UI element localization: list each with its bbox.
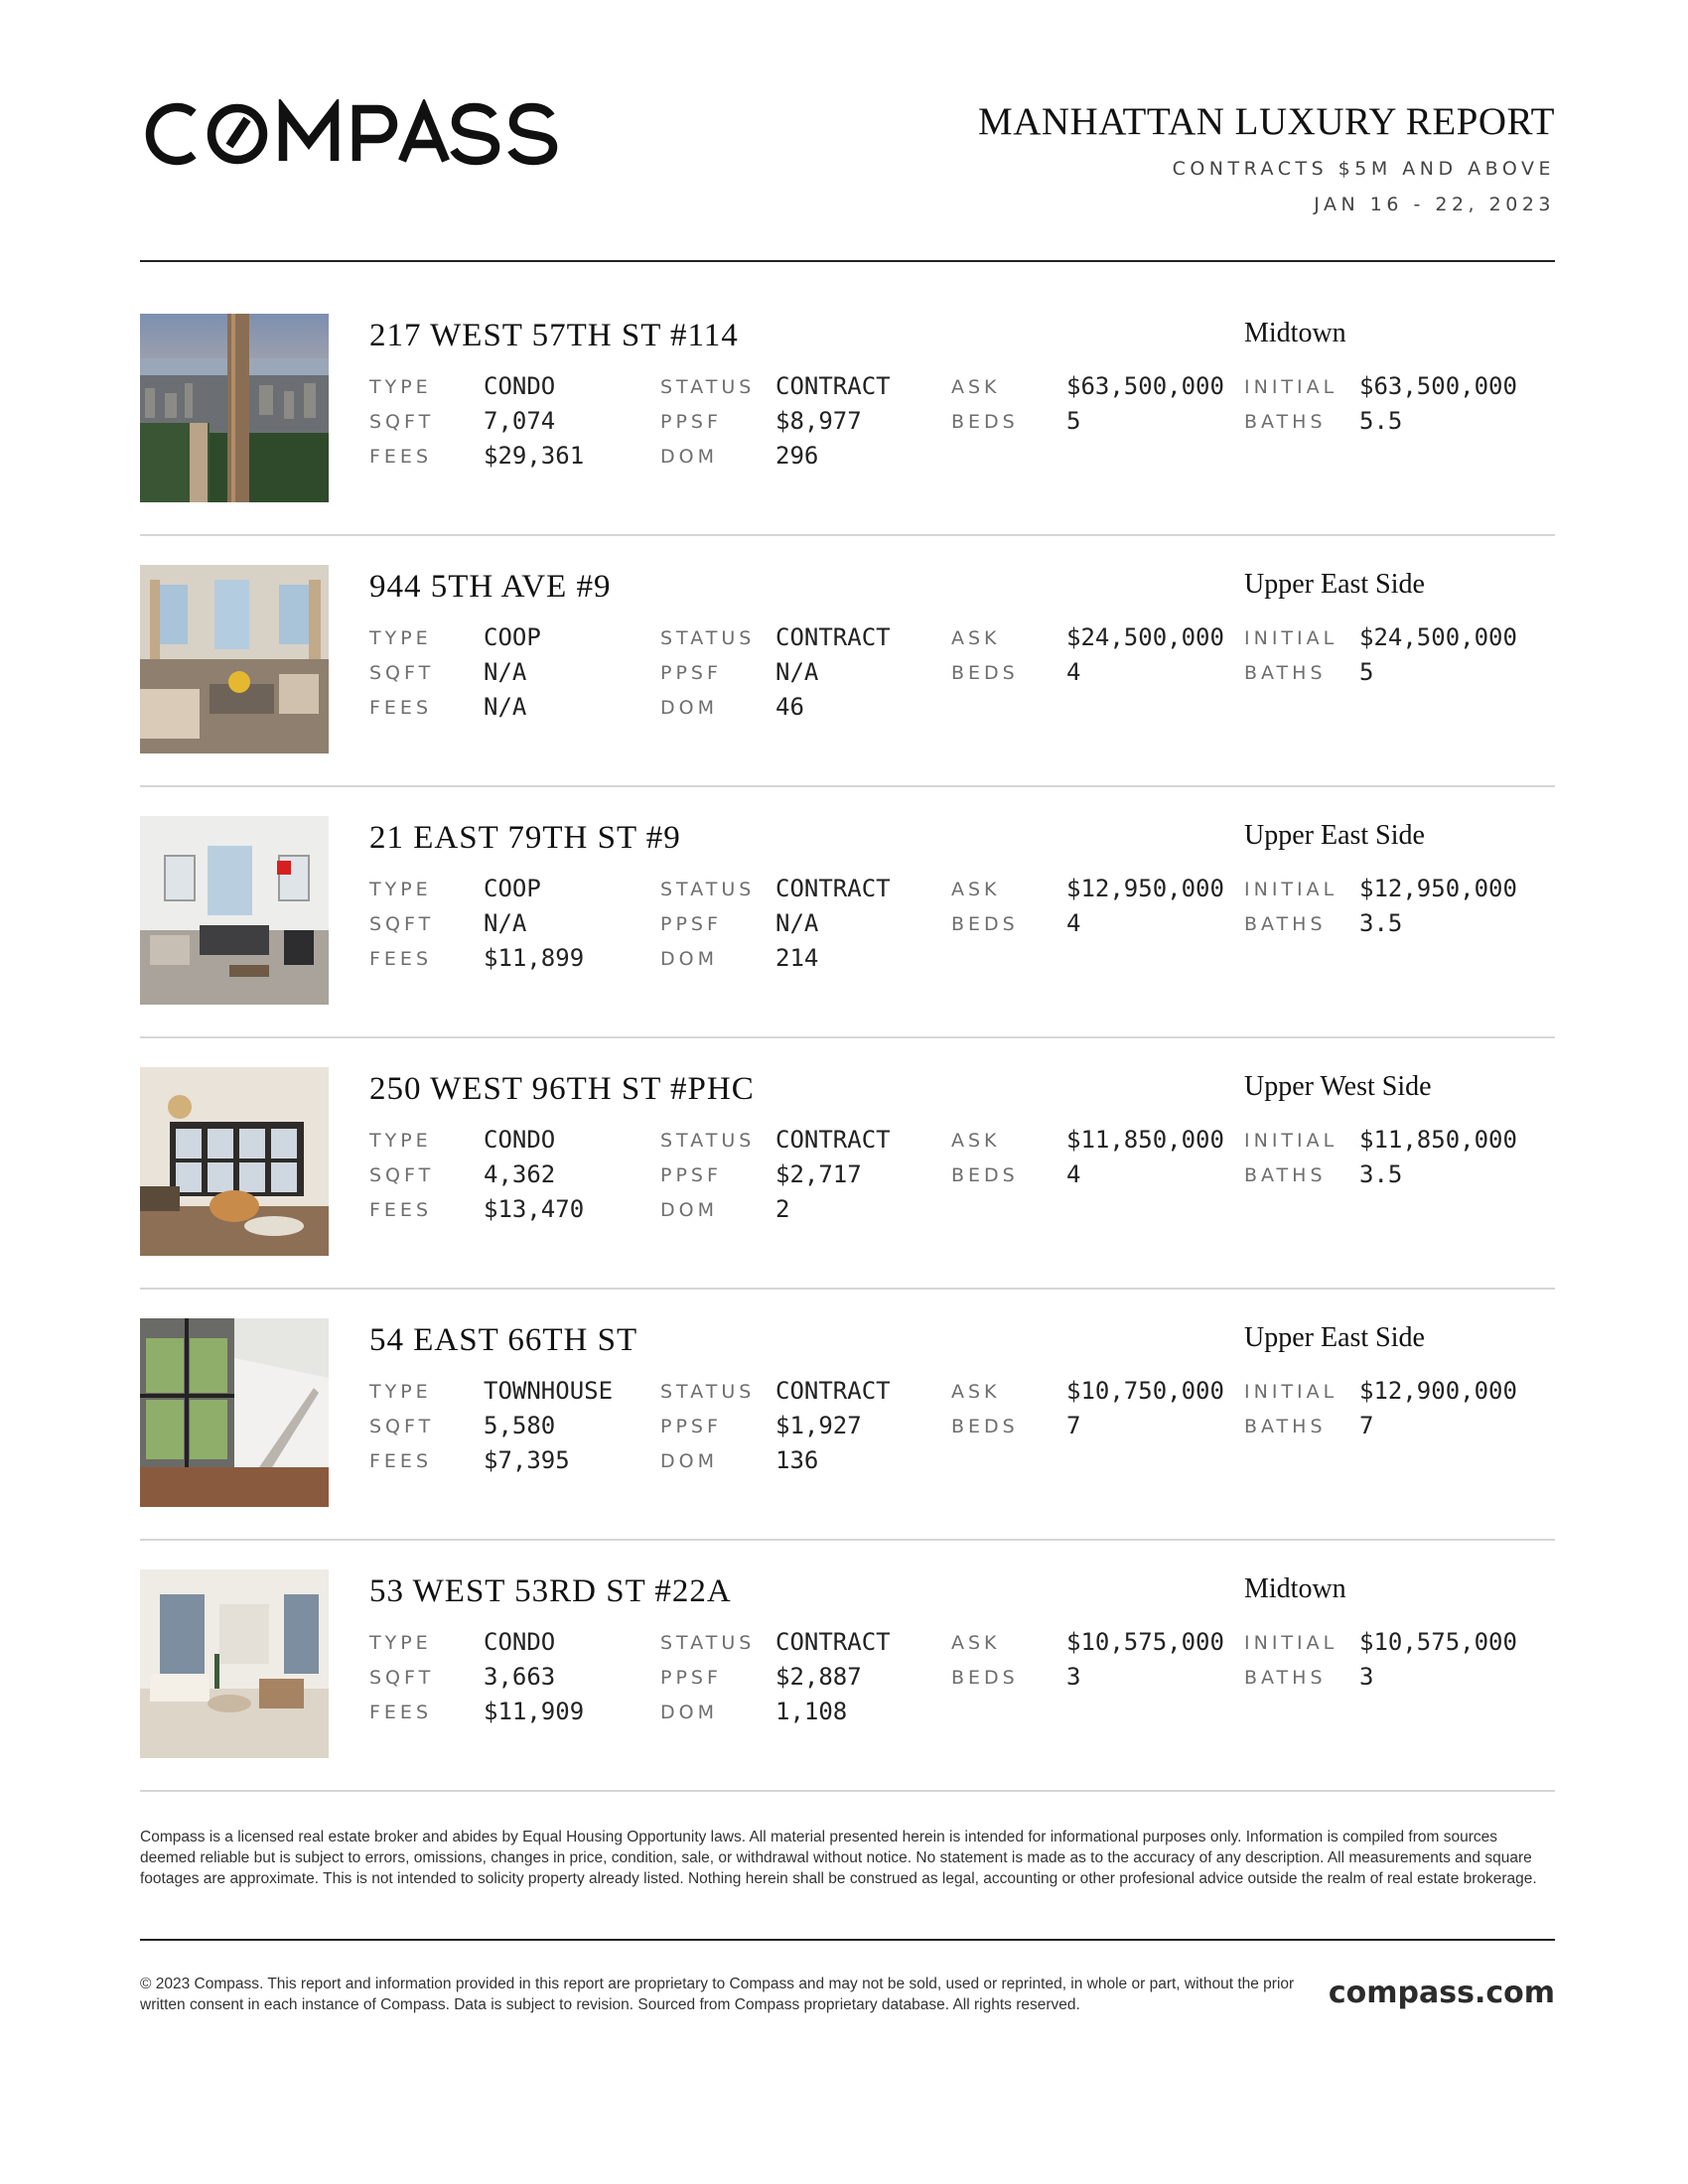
- ask-value: $24,500,000: [1066, 623, 1224, 651]
- listing-divider: [140, 1790, 1555, 1792]
- listing-divider: [140, 785, 1555, 787]
- ask-value: $11,850,000: [1066, 1126, 1224, 1154]
- compass-logo[interactable]: [142, 99, 569, 169]
- fees-label: FEES: [369, 446, 432, 468]
- type-label: TYPE: [369, 376, 432, 398]
- status-value: CONTRACT: [775, 372, 891, 400]
- fees-value: $11,899: [484, 944, 585, 972]
- type-label: TYPE: [369, 1632, 432, 1654]
- dom-label: DOM: [660, 697, 718, 719]
- listing-card[interactable]: [140, 1570, 1555, 1758]
- listing-card[interactable]: [140, 565, 1555, 753]
- baths-label: BATHS: [1244, 411, 1327, 433]
- dom-label: DOM: [660, 948, 718, 970]
- sqft-value: N/A: [484, 658, 527, 686]
- copyright-notice: © 2023 Compass. This report and information provided in this report are proprietary to Compass and may not be sold, used or reprinted, in whole or part, without the prior written consent in each instance of Compass. Data is subject to revision. Sourced from Compass proprietary database. All rights reserved.: [140, 1976, 1295, 2013]
- listing-address[interactable]: 54 EAST 66TH ST: [369, 1322, 638, 1358]
- listing-neighborhood: Midtown: [1244, 1573, 1346, 1604]
- initial-label: INITIAL: [1244, 1632, 1338, 1654]
- listing-neighborhood: Midtown: [1244, 318, 1346, 348]
- status-label: STATUS: [660, 376, 756, 398]
- status-label: STATUS: [660, 1381, 756, 1403]
- dom-label: DOM: [660, 1199, 718, 1221]
- footer-divider: [140, 1939, 1555, 1941]
- initial-value: $11,850,000: [1359, 1126, 1517, 1154]
- fees-label: FEES: [369, 697, 432, 719]
- sqft-label: SQFT: [369, 1164, 435, 1186]
- type-value: COOP: [484, 875, 541, 902]
- type-label: TYPE: [369, 879, 432, 900]
- status-value: CONTRACT: [775, 1628, 891, 1656]
- type-value: CONDO: [484, 372, 556, 400]
- initial-label: INITIAL: [1244, 879, 1338, 900]
- skyline-aerial-photo[interactable]: [140, 314, 329, 502]
- listing-address[interactable]: 217 WEST 57TH ST #114: [369, 318, 739, 353]
- initial-value: $10,575,000: [1359, 1628, 1517, 1656]
- initial-label: INITIAL: [1244, 1381, 1338, 1403]
- ask-label: ASK: [951, 879, 1001, 900]
- fees-label: FEES: [369, 1199, 432, 1221]
- type-value: CONDO: [484, 1628, 556, 1656]
- listing-divider: [140, 1288, 1555, 1290]
- listing-neighborhood: Upper West Side: [1244, 1071, 1432, 1102]
- beds-value: 4: [1066, 1160, 1081, 1188]
- ask-value: $10,750,000: [1066, 1377, 1224, 1405]
- beds-label: BEDS: [951, 1667, 1019, 1689]
- beds-label: BEDS: [951, 1416, 1019, 1437]
- fees-value: $11,909: [484, 1698, 585, 1725]
- listing-address[interactable]: 250 WEST 96TH ST #PHC: [369, 1071, 755, 1107]
- sqft-label: SQFT: [369, 913, 435, 935]
- ppsf-value: N/A: [775, 658, 819, 686]
- beds-label: BEDS: [951, 411, 1019, 433]
- dom-value: 1,108: [775, 1698, 848, 1725]
- beds-value: 5: [1066, 407, 1081, 435]
- sqft-label: SQFT: [369, 662, 435, 684]
- sqft-label: SQFT: [369, 1416, 435, 1437]
- ppsf-label: PPSF: [660, 662, 722, 684]
- ask-value: $10,575,000: [1066, 1628, 1224, 1656]
- listing-divider: [140, 1539, 1555, 1541]
- ppsf-value: $1,927: [775, 1412, 862, 1439]
- fees-value: $7,395: [484, 1446, 570, 1474]
- sqft-value: 4,362: [484, 1160, 556, 1188]
- listing-neighborhood: Upper East Side: [1244, 569, 1425, 600]
- status-label: STATUS: [660, 1130, 756, 1152]
- type-value: CONDO: [484, 1126, 556, 1154]
- atrium-photo[interactable]: [140, 1318, 329, 1507]
- ppsf-value: $2,887: [775, 1663, 862, 1691]
- listing-neighborhood: Upper East Side: [1244, 1322, 1425, 1353]
- baths-label: BATHS: [1244, 913, 1327, 935]
- dining-room-photo[interactable]: [140, 1067, 329, 1256]
- dom-label: DOM: [660, 446, 718, 468]
- dom-label: DOM: [660, 1450, 718, 1472]
- listing-divider: [140, 1036, 1555, 1038]
- living-room-photo[interactable]: [140, 1570, 329, 1758]
- listing-card[interactable]: [140, 816, 1555, 1005]
- ask-label: ASK: [951, 1632, 1001, 1654]
- initial-value: $12,950,000: [1359, 875, 1517, 902]
- ask-value: $63,500,000: [1066, 372, 1224, 400]
- initial-label: INITIAL: [1244, 376, 1338, 398]
- beds-value: 3: [1066, 1663, 1081, 1691]
- beds-value: 4: [1066, 909, 1081, 937]
- fees-value: $29,361: [484, 442, 585, 470]
- ask-label: ASK: [951, 1130, 1001, 1152]
- status-label: STATUS: [660, 627, 756, 649]
- baths-label: BATHS: [1244, 1164, 1327, 1186]
- sqft-value: 3,663: [484, 1663, 556, 1691]
- status-value: CONTRACT: [775, 623, 891, 651]
- baths-value: 3: [1359, 1663, 1374, 1691]
- type-label: TYPE: [369, 1381, 432, 1403]
- fees-value: $13,470: [484, 1195, 585, 1223]
- status-value: CONTRACT: [775, 1377, 891, 1405]
- dom-value: 296: [775, 442, 819, 470]
- status-label: STATUS: [660, 1632, 756, 1654]
- ppsf-label: PPSF: [660, 1416, 722, 1437]
- baths-label: BATHS: [1244, 1416, 1327, 1437]
- report-header: [978, 99, 1555, 216]
- ppsf-label: PPSF: [660, 1164, 722, 1186]
- listing-divider: [140, 534, 1555, 536]
- dom-label: DOM: [660, 1702, 718, 1723]
- baths-label: BATHS: [1244, 1667, 1327, 1689]
- fees-label: FEES: [369, 1702, 432, 1723]
- beds-value: 7: [1066, 1412, 1081, 1439]
- sqft-label: SQFT: [369, 1667, 435, 1689]
- ppsf-value: $8,977: [775, 407, 862, 435]
- living-room-photo[interactable]: [140, 816, 329, 1005]
- ppsf-label: PPSF: [660, 1667, 722, 1689]
- legal-disclaimer: Compass is a licensed real estate broker and abides by Equal Housing Opportunity laws. All material presented herein is intended for informational purposes only. Information is compiled from sources deemed reliable but is subject to errors, omissions, changes in price, condition, sale, or withdrawal without notice. No statement is made as to the accuracy of any description. All measurements and square footages are approximate. This is not intended to solicity property already listed. Nothing herein shall be construed as legal, accounting or other profesional advice outside the realm of real estate brokerage.: [140, 1829, 1537, 1887]
- ask-value: $12,950,000: [1066, 875, 1224, 902]
- baths-value: 3.5: [1359, 909, 1403, 937]
- ask-label: ASK: [951, 627, 1001, 649]
- initial-value: $24,500,000: [1359, 623, 1517, 651]
- listing-card[interactable]: [140, 1318, 1555, 1507]
- report-date-range: JAN 16 - 22, 2023: [1314, 194, 1555, 215]
- initial-label: INITIAL: [1244, 627, 1338, 649]
- ppsf-label: PPSF: [660, 913, 722, 935]
- beds-label: BEDS: [951, 913, 1019, 935]
- status-value: CONTRACT: [775, 875, 891, 902]
- listing-address[interactable]: 21 EAST 79TH ST #9: [369, 820, 681, 856]
- beds-label: BEDS: [951, 662, 1019, 684]
- sqft-label: SQFT: [369, 411, 435, 433]
- living-room-photo[interactable]: [140, 565, 329, 753]
- report-title: MANHATTAN LUXURY REPORT: [978, 100, 1555, 143]
- sqft-value: N/A: [484, 909, 527, 937]
- beds-label: BEDS: [951, 1164, 1019, 1186]
- type-value: COOP: [484, 623, 541, 651]
- dom-value: 2: [775, 1195, 790, 1223]
- listing-card[interactable]: [140, 1067, 1555, 1256]
- fees-value: N/A: [484, 693, 527, 721]
- dom-value: 214: [775, 944, 819, 972]
- website-link[interactable]: compass.com: [1328, 1976, 1555, 2010]
- baths-label: BATHS: [1244, 662, 1327, 684]
- ppsf-label: PPSF: [660, 411, 722, 433]
- initial-value: $12,900,000: [1359, 1377, 1517, 1405]
- ask-label: ASK: [951, 376, 1001, 398]
- dom-value: 136: [775, 1446, 819, 1474]
- fees-label: FEES: [369, 1450, 432, 1472]
- sqft-value: 5,580: [484, 1412, 556, 1439]
- fees-label: FEES: [369, 948, 432, 970]
- type-label: TYPE: [369, 1130, 432, 1152]
- status-label: STATUS: [660, 879, 756, 900]
- initial-label: INITIAL: [1244, 1130, 1338, 1152]
- baths-value: 5.5: [1359, 407, 1403, 435]
- ask-label: ASK: [951, 1381, 1001, 1403]
- listing-card[interactable]: [140, 314, 1555, 502]
- listing-neighborhood: Upper East Side: [1244, 820, 1425, 851]
- listing-address[interactable]: 53 WEST 53RD ST #22A: [369, 1573, 732, 1609]
- listing-address[interactable]: 944 5TH AVE #9: [369, 569, 612, 605]
- baths-value: 5: [1359, 658, 1374, 686]
- ppsf-value: N/A: [775, 909, 819, 937]
- baths-value: 3.5: [1359, 1160, 1403, 1188]
- type-value: TOWNHOUSE: [484, 1377, 614, 1405]
- header-divider: [140, 260, 1555, 262]
- baths-value: 7: [1359, 1412, 1374, 1439]
- initial-value: $63,500,000: [1359, 372, 1517, 400]
- beds-value: 4: [1066, 658, 1081, 686]
- dom-value: 46: [775, 693, 804, 721]
- report-subtitle: CONTRACTS $5M AND ABOVE: [1172, 158, 1555, 180]
- type-label: TYPE: [369, 627, 432, 649]
- ppsf-value: $2,717: [775, 1160, 862, 1188]
- status-value: CONTRACT: [775, 1126, 891, 1154]
- sqft-value: 7,074: [484, 407, 556, 435]
